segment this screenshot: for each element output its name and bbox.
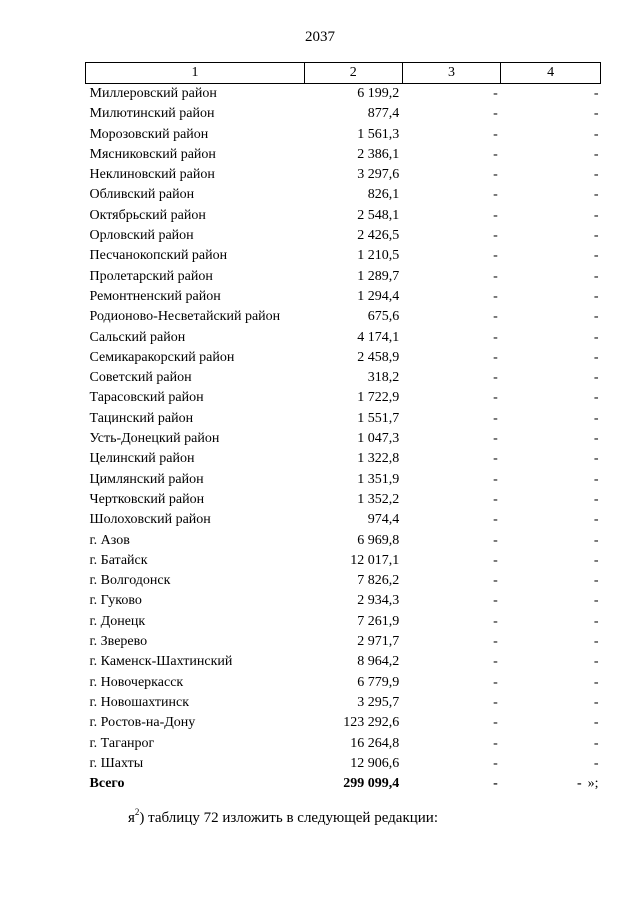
- row-name: Семикаракорский район: [89, 349, 235, 365]
- row-name: г. Шахты: [89, 755, 144, 771]
- row-name: г. Ростов-на-Дону: [89, 715, 196, 731]
- table-row: [86, 490, 601, 510]
- row-value: 675,6: [367, 309, 400, 325]
- table-row: [86, 328, 601, 348]
- row-name: Пролетарский район: [89, 268, 213, 284]
- total-col4-cell: [501, 774, 601, 794]
- row-value: 3 295,7: [357, 694, 400, 710]
- row-name: г. Новошахтинск: [89, 694, 190, 710]
- row-col4: -: [593, 573, 599, 589]
- row-value: 1 322,8: [357, 451, 400, 467]
- row-col3: -: [493, 410, 498, 426]
- table-row: [86, 125, 601, 145]
- row-col3: -: [493, 248, 498, 264]
- row-col4: -: [593, 674, 599, 690]
- table-row: [86, 470, 601, 490]
- table-row: [86, 510, 601, 530]
- table-row: [86, 226, 601, 246]
- row-col3: -: [493, 674, 498, 690]
- row-col3: -: [493, 167, 498, 183]
- table-row: [86, 632, 601, 652]
- row-value: 6 199,2: [357, 86, 400, 101]
- row-name: Песчанокопский район: [89, 248, 228, 264]
- row-col3: -: [493, 471, 498, 487]
- row-col4: -: [593, 715, 599, 731]
- row-col3: -: [493, 288, 498, 304]
- row-value: 1 722,9: [357, 390, 400, 406]
- row-value: 6 779,9: [357, 674, 400, 690]
- row-col3: -: [493, 532, 498, 548]
- row-col4: -: [593, 634, 599, 650]
- row-col4: -: [593, 207, 599, 223]
- row-col4: -: [593, 370, 599, 386]
- total-col4: -: [576, 776, 582, 792]
- row-col3: -: [493, 329, 498, 345]
- row-value: 12 017,1: [350, 552, 400, 568]
- row-col3: -: [493, 187, 498, 203]
- table-row: [86, 652, 601, 672]
- row-value: 826,1: [367, 187, 400, 203]
- table-row: [86, 165, 601, 185]
- row-value: 1 561,3: [357, 126, 400, 142]
- row-value: 877,4: [367, 106, 400, 122]
- row-col3: -: [493, 370, 498, 386]
- row-col4: -: [593, 248, 599, 264]
- column-header-2: 2: [304, 63, 402, 84]
- row-col4: -: [593, 755, 599, 771]
- row-col3: -: [493, 552, 498, 568]
- row-col3: -: [493, 573, 498, 589]
- row-col4: -: [593, 431, 599, 447]
- row-name: Тацинский район: [89, 410, 194, 426]
- row-col3: -: [493, 715, 498, 731]
- row-value: 6 969,8: [357, 532, 400, 548]
- row-col4: -: [593, 86, 599, 101]
- row-name: г. Батайск: [89, 552, 148, 568]
- table-row: [86, 531, 601, 551]
- row-value: 12 906,6: [350, 755, 400, 771]
- table-row: [86, 84, 601, 105]
- row-col3: -: [493, 491, 498, 507]
- row-col4: -: [593, 288, 599, 304]
- row-col4: -: [593, 390, 599, 406]
- row-value: 1 210,5: [357, 248, 400, 264]
- row-name: Целинский район: [89, 451, 195, 467]
- table-row: [86, 591, 601, 611]
- closing-quote: »;: [587, 776, 599, 792]
- row-name: Мясниковский район: [89, 146, 216, 162]
- row-col4: -: [593, 451, 599, 467]
- row-col3: -: [493, 268, 498, 284]
- total-value: 299 099,4: [343, 776, 400, 792]
- row-value: 4 174,1: [357, 329, 400, 345]
- table-row: [86, 551, 601, 571]
- row-value: 16 264,8: [350, 735, 400, 751]
- instruction-text: [128, 807, 438, 827]
- row-col4: -: [593, 694, 599, 710]
- page-number: 2037: [305, 29, 335, 45]
- table-row: [86, 388, 601, 408]
- total-col3: -: [493, 776, 498, 792]
- row-col4: -: [593, 532, 599, 548]
- row-name: Сальский район: [89, 329, 186, 345]
- row-col4: -: [593, 167, 599, 183]
- row-col4: -: [593, 654, 599, 670]
- total-label: Всего: [89, 776, 125, 792]
- table-row: [86, 713, 601, 733]
- row-name: Родионово-Несветайский район: [89, 309, 281, 325]
- row-name: Орловский район: [89, 228, 194, 244]
- row-col3: -: [493, 390, 498, 406]
- table-row: [86, 185, 601, 205]
- row-col3: -: [493, 106, 498, 122]
- row-value: 7 261,9: [357, 613, 400, 629]
- row-value: 1 047,3: [357, 431, 400, 447]
- row-value: 3 297,6: [357, 167, 400, 183]
- row-col3: -: [493, 694, 498, 710]
- row-col3: -: [493, 126, 498, 142]
- row-value: 123 292,6: [343, 715, 400, 731]
- row-col4: -: [593, 126, 599, 142]
- row-col3: -: [493, 146, 498, 162]
- row-value: 1 551,7: [357, 410, 400, 426]
- row-col4: -: [593, 512, 599, 528]
- row-name: Октябрьский район: [89, 207, 206, 223]
- row-name: г. Донецк: [89, 613, 146, 629]
- table-row: [86, 267, 601, 287]
- row-col4: -: [593, 228, 599, 244]
- row-col4: -: [593, 106, 599, 122]
- row-col3: -: [493, 654, 498, 670]
- row-name: Милютинский район: [89, 106, 215, 122]
- row-col4: -: [593, 329, 599, 345]
- table-row: [86, 145, 601, 165]
- row-name: г. Зверево: [89, 634, 148, 650]
- instruction-superscript: 2: [134, 807, 140, 817]
- column-header-1: 1: [86, 63, 305, 84]
- table-row: [86, 693, 601, 713]
- table-row: [86, 571, 601, 591]
- total-row: [86, 774, 601, 794]
- row-name: Советский район: [89, 370, 192, 386]
- table-row: [86, 246, 601, 266]
- row-value: 2 458,9: [357, 349, 400, 365]
- row-value: 2 386,1: [357, 146, 400, 162]
- row-col3: -: [493, 309, 498, 325]
- row-col3: -: [493, 735, 498, 751]
- row-col4: -: [593, 613, 599, 629]
- row-value: 1 289,7: [357, 268, 400, 284]
- row-name: Ремонтненский район: [89, 288, 221, 304]
- table-row: [86, 734, 601, 754]
- row-value: 8 964,2: [357, 654, 400, 670]
- row-value: 318,2: [367, 370, 400, 386]
- table-body: [86, 84, 601, 795]
- row-name: Морозовский район: [89, 126, 209, 142]
- row-name: г. Волгодонск: [89, 573, 171, 589]
- data-table: [85, 62, 601, 794]
- row-col4: -: [593, 552, 599, 568]
- row-value: 1 352,2: [357, 491, 400, 507]
- row-col3: -: [493, 593, 498, 609]
- table-row: [86, 287, 601, 307]
- row-col4: -: [593, 471, 599, 487]
- column-header-3: 3: [402, 63, 501, 84]
- row-value: 1 351,9: [357, 471, 400, 487]
- row-col4: -: [593, 491, 599, 507]
- table-row: [86, 307, 601, 327]
- table-row: [86, 754, 601, 774]
- row-col3: -: [493, 755, 498, 771]
- table-row: [86, 206, 601, 226]
- row-col4: -: [593, 735, 599, 751]
- row-value: 2 548,1: [357, 207, 400, 223]
- row-name: г. Каменск-Шахтинский: [89, 654, 233, 670]
- table-row: [86, 612, 601, 632]
- row-name: Миллеровский район: [89, 86, 217, 101]
- row-col3: -: [493, 512, 498, 528]
- row-name: Шолоховский район: [89, 512, 211, 528]
- row-name: Тарасовский район: [89, 390, 204, 406]
- table-row: [86, 449, 601, 469]
- row-col4: -: [593, 593, 599, 609]
- row-col3: -: [493, 228, 498, 244]
- row-col3: -: [493, 431, 498, 447]
- row-value: 974,4: [367, 512, 400, 528]
- row-name: г. Таганрог: [89, 735, 155, 751]
- table-row: [86, 429, 601, 449]
- row-name: г. Азов: [89, 532, 130, 548]
- table-row: [86, 348, 601, 368]
- row-col3: -: [493, 613, 498, 629]
- row-col4: -: [593, 146, 599, 162]
- row-name: Неклиновский район: [89, 167, 215, 183]
- row-col3: -: [493, 207, 498, 223]
- table-row: [86, 368, 601, 388]
- row-name: г. Гуково: [89, 593, 142, 609]
- row-value: 2 971,7: [357, 634, 400, 650]
- table-row: [86, 104, 601, 124]
- row-value: 7 826,2: [357, 573, 400, 589]
- table-header: [86, 63, 601, 84]
- column-header-4: 4: [501, 63, 601, 84]
- table-row: [86, 673, 601, 693]
- row-col4: -: [593, 309, 599, 325]
- row-value: 1 294,4: [357, 288, 400, 304]
- row-col3: -: [493, 86, 498, 101]
- row-name: Цимлянский район: [89, 471, 204, 487]
- instruction-letter: я: [128, 810, 135, 826]
- row-col3: -: [493, 634, 498, 650]
- row-name: Усть-Донецкий район: [89, 431, 220, 447]
- row-col4: -: [593, 187, 599, 203]
- table-row: [86, 409, 601, 429]
- instruction-body: ) таблицу 72 изложить в следующей редакции:: [139, 810, 438, 826]
- row-value: 2 934,3: [357, 593, 400, 609]
- row-col3: -: [493, 451, 498, 467]
- row-col3: -: [493, 349, 498, 365]
- row-col4: -: [593, 268, 599, 284]
- row-name: Чертковский район: [89, 491, 205, 507]
- row-col4: -: [593, 349, 599, 365]
- row-col4: -: [593, 410, 599, 426]
- row-value: 2 426,5: [357, 228, 400, 244]
- row-name: г. Новочеркасск: [89, 674, 184, 690]
- row-name: Обливский район: [89, 187, 195, 203]
